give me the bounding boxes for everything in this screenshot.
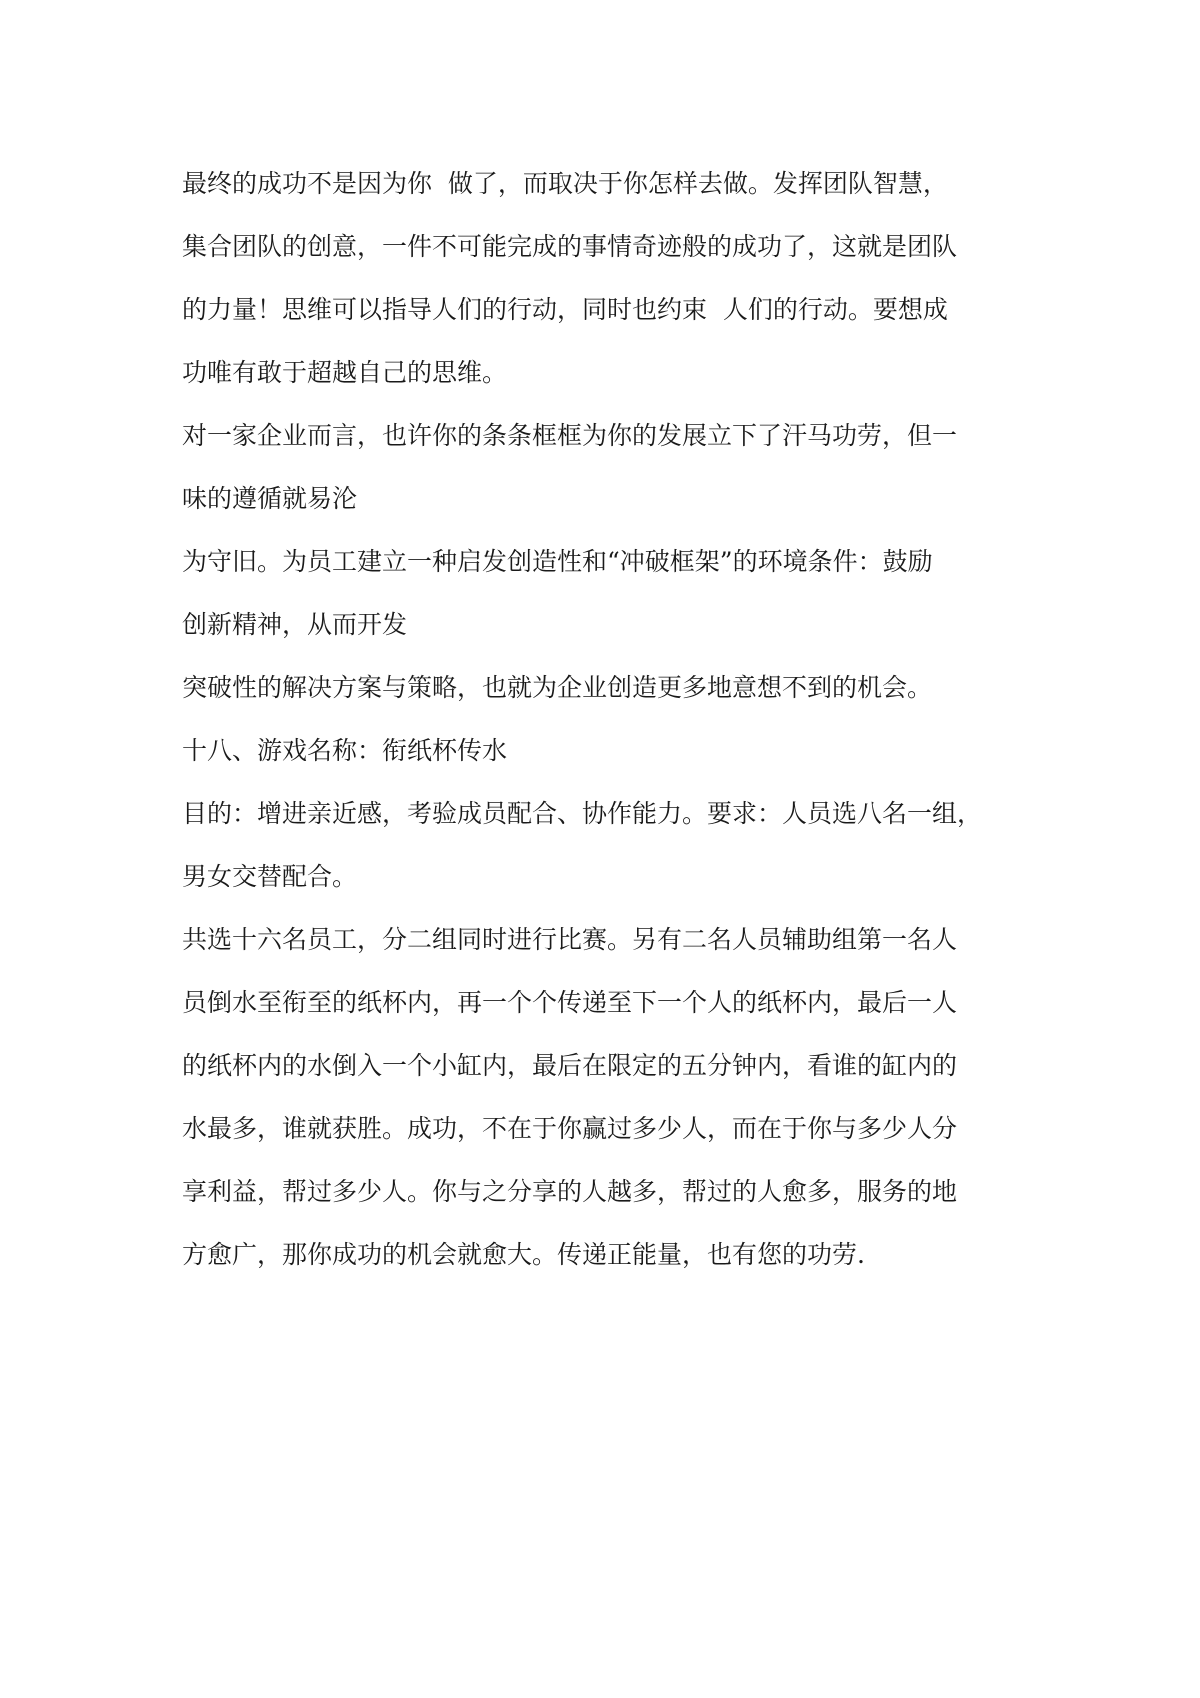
- text-line: 共选十六名员工，分二组同时进行比赛。另有二名人员辅助组第一名人: [182, 925, 958, 954]
- text-line: 目的：增进亲近感，考验成员配合、协作能力。要求：人员选八名一组，: [182, 799, 983, 828]
- text-line: 的纸杯内的水倒入一个小缸内，最后在限定的五分钟内，看谁的缸内的: [182, 1051, 958, 1080]
- text-line: 的力量！思维可以指导人们的行动，同时也约束 人们的行动。要想成: [182, 295, 948, 324]
- text-line: 方愈广，那你成功的机会就愈大。传递正能量，也有您的功劳.: [182, 1240, 865, 1269]
- text-line: 员倒水至衔至的纸杯内，再一个个传递至下一个人的纸杯内，最后一人: [182, 988, 958, 1017]
- text-line: 男女交替配合。: [182, 862, 358, 891]
- text-line: 创新精神，从而开发: [182, 610, 408, 639]
- text-line: 集合团队的创意，一件不可能完成的事情奇迹般的成功了，这就是团队: [182, 232, 958, 261]
- text-line: 功唯有敢于超越自己的思维。: [182, 358, 508, 387]
- text-line: 对一家企业而言，也许你的条条框框为你的发展立下了汗马功劳，但一: [182, 421, 958, 450]
- text-line: 味的遵循就易沦: [182, 484, 358, 513]
- text-line: 最终的成功不是因为你 做了，而取决于你怎样去做。发挥团队智慧，: [182, 169, 948, 198]
- text-line: 突破性的解决方案与策略，也就为企业创造更多地意想不到的机会。: [182, 673, 933, 702]
- body-text: [182, 152, 1032, 1286]
- text-line: 为守旧。为员工建立一种启发创造性和“冲破框架”的环境条件：鼓励: [182, 547, 933, 576]
- text-line: 享利益，帮过多少人。你与之分享的人越多，帮过的人愈多，服务的地: [182, 1177, 958, 1206]
- section-heading: 十八、游戏名称：衔纸杯传水: [182, 736, 508, 765]
- text-line: 水最多，谁就获胜。成功，不在于你赢过多少人，而在于你与多少人分: [182, 1114, 958, 1143]
